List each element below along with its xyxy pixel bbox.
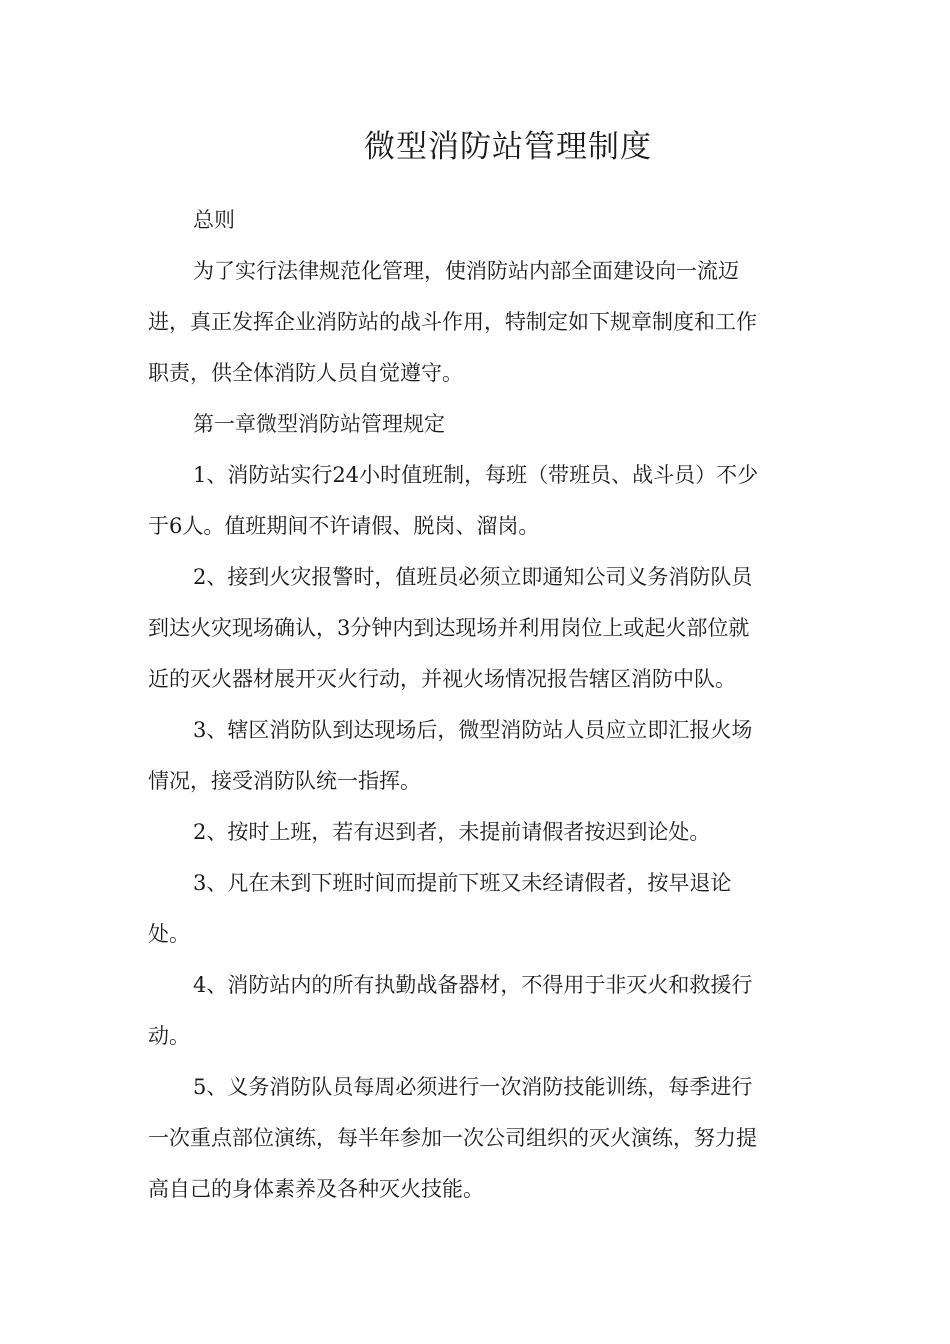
paragraph-line: 情况，接受消防队统一指挥。 bbox=[148, 769, 421, 793]
section-heading-general: 总则 bbox=[193, 208, 235, 232]
paragraph-line: 3、辖区消防队到达现场后，微型消防站人员应立即汇报火场 bbox=[193, 718, 753, 742]
paragraph-line: 进，真正发挥企业消防站的战斗作用，特制定如下规章制度和工作 bbox=[148, 310, 757, 334]
paragraph-line: 2、接到火灾报警时，值班员必须立即通知公司义务消防队员 bbox=[193, 565, 753, 589]
paragraph-line: 于6人。值班期间不许请假、脱岗、溜岗。 bbox=[148, 514, 540, 538]
document-title: 微型消防站管理制度 bbox=[364, 129, 652, 165]
paragraph-line: 近的灭火器材展开灭火行动，并视火场情况报告辖区消防中队。 bbox=[148, 667, 736, 691]
paragraph-line: 动。 bbox=[148, 1024, 190, 1048]
paragraph-line: 1、消防站实行24小时值班制，每班（带班员、战斗员）不少 bbox=[193, 463, 759, 487]
paragraph-line: 4、消防站内的所有执勤战备器材，不得用于非灭火和救援行 bbox=[193, 973, 753, 997]
paragraph-line: 处。 bbox=[148, 922, 190, 946]
paragraph-line: 职责，供全体消防人员自觉遵守。 bbox=[148, 361, 463, 385]
paragraph-line: 5、义务消防队员每周必须进行一次消防技能训练，每季进行 bbox=[193, 1075, 753, 1099]
paragraph-line: 到达火灾现场确认，3分钟内到达现场并利用岗位上或起火部位就 bbox=[148, 616, 750, 640]
paragraph-line: 一次重点部位演练，每半年参加一次公司组织的灭火演练，努力提 bbox=[148, 1126, 757, 1150]
paragraph-line: 3、凡在未到下班时间而提前下班又未经请假者，按早退论 bbox=[193, 871, 732, 895]
paragraph-line: 高自己的身体素养及各种灭火技能。 bbox=[148, 1177, 484, 1201]
chapter-heading: 第一章微型消防站管理规定 bbox=[193, 412, 445, 436]
paragraph-line: 2、按时上班，若有迟到者，未提前请假者按迟到论处。 bbox=[193, 820, 711, 844]
paragraph-line: 为了实行法律规范化管理，使消防站内部全面建设向一流迈 bbox=[193, 259, 739, 283]
